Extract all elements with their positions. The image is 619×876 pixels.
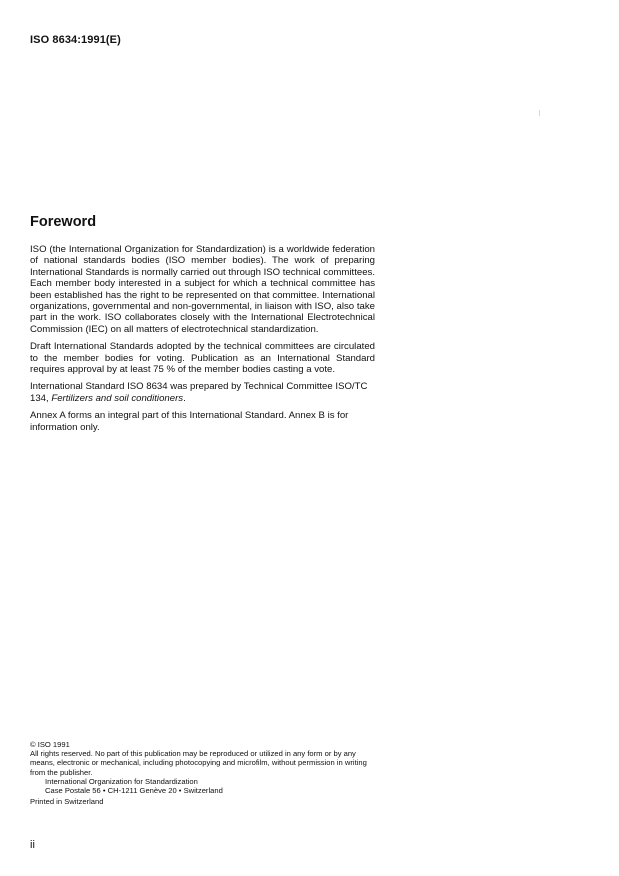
page-number: ii: [30, 839, 35, 851]
rights-notice: All rights reserved. No part of this publication may be reproduced or utilized in any form or by any means, electronic or mechanical, including photocopying and microfilm, without permission in writing from the publisher.: [30, 749, 367, 777]
document-id: ISO 8634:1991(E): [30, 34, 121, 46]
foreword-paragraph-3: [30, 381, 375, 404]
committee-title: Fertilizers and soil conditioners: [51, 392, 184, 404]
foreword-paragraph-2: Draft International Standards adopted by the technical committees are circulated to the member bodies for voting. Publication as an International Standard requires approval by at least 75 % of the member bodies casting a vote.: [30, 341, 375, 376]
foreword-paragraph-4: Annex A forms an integral part of this International Standard. Annex B is for information only.: [30, 410, 349, 433]
address-line-1: International Organization for Standardization: [45, 776, 198, 786]
scan-mark: [539, 110, 540, 116]
address-line-2: Case Postale 56 • CH-1211 Genève 20 • Switzerland: [45, 786, 223, 796]
printed-in: Printed in Switzerland: [30, 797, 104, 807]
paragraph-3-end: .: [183, 392, 186, 404]
foreword-heading: Foreword: [30, 214, 97, 230]
copyright-block: [30, 740, 375, 806]
foreword-body: [30, 244, 375, 433]
paragraph-3-text: International Standard ISO 8634 was prepared by Technical Committee ISO/TC 134,: [30, 381, 368, 404]
copyright-line: © ISO 1991: [30, 740, 70, 749]
foreword-paragraph-1: ISO (the International Organization for Standardization) is a worldwide federation of national standards bodies (ISO member bodies). The work of preparing International Standards is normally carried out through ISO technical committees. Each member body interested in a subject for which a technical committee has been established has the right to be represented on that committee. International organizations, governmental and non-governmental, in liaison with ISO, also take part in the work. ISO collaborates closely with the International Electrotechnical Commission (IEC) on all matters of electrotechnical standardization.: [30, 244, 376, 335]
